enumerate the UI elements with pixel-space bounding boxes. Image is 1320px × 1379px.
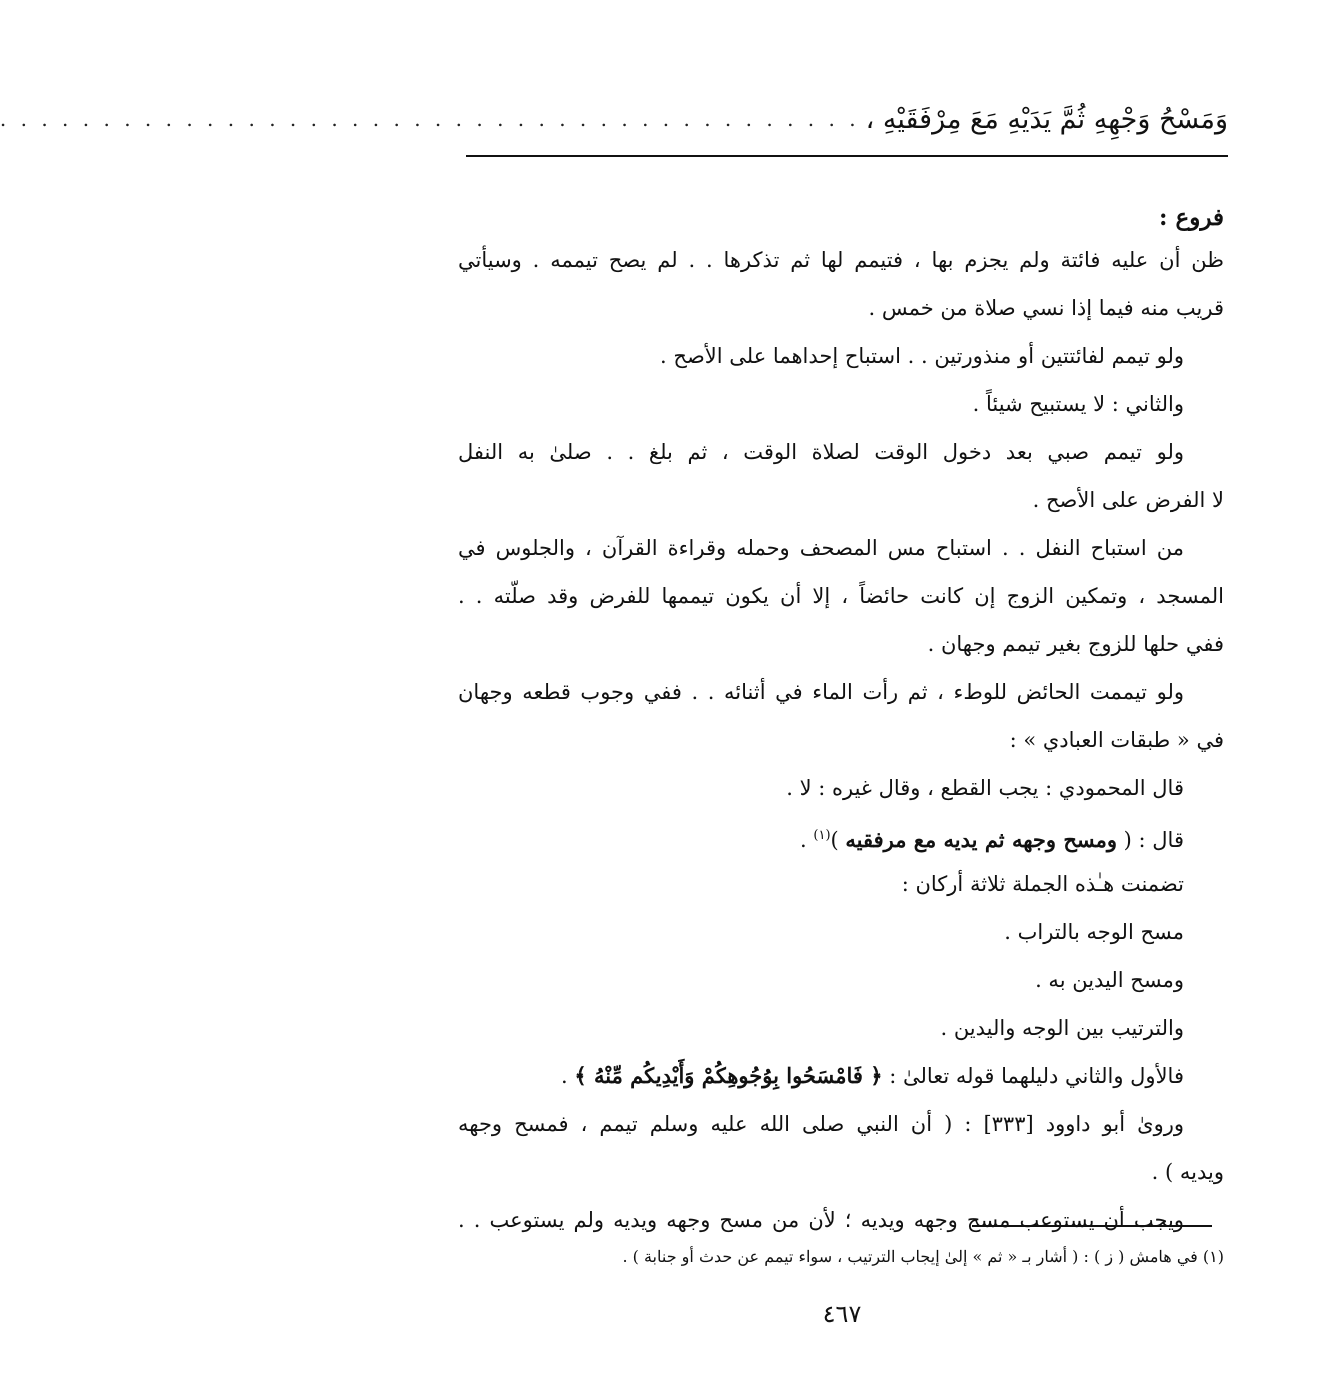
text-line: مسح الوجه بالتراب . — [1004, 920, 1184, 944]
text-line: من استباح النفل . . استباح مس المصحف وحمله وقراءة القرآن ، والجلوس في — [458, 536, 1184, 560]
footnote-number: (١) — [1202, 1247, 1224, 1266]
text-line: والترتيب بين الوجه واليدين . — [940, 1016, 1184, 1040]
footnote — [458, 1244, 1224, 1270]
quote-end: . — [800, 828, 814, 852]
verse-end: . — [561, 1064, 575, 1088]
header-dot-leader: . . . . . . . . . . . . . . . . . . . . . . . . . . . . . . . . . . . . . . . . . . — [0, 107, 860, 131]
header-rule — [466, 155, 1228, 157]
text-line: قال المحمودي : يجب القطع ، وقال غيره : لا . — [786, 776, 1184, 800]
footnote-text: في هامش ( ز ) : ( أشار بـ « ثم » إلىٰ إيجاب الترتيب ، سواء تيمم عن حدث أو جنابة ) . — [622, 1247, 1198, 1266]
text-line: ولو تيمم صبي بعد دخول الوقت لصلاة الوقت ، ثم بلغ . . صلىٰ به النفل — [458, 440, 1184, 464]
text-line: ففي حلها للزوج بغير تيمم وجهان . — [927, 632, 1224, 656]
quote-lead: قال : ( — [1117, 828, 1184, 852]
running-header — [0, 96, 1228, 142]
matn-quote: ومسح وجهه ثم يديه مع مرفقيه — [845, 827, 1117, 852]
text-line: لا الفرض على الأصح . — [1032, 488, 1224, 512]
section-heading: فروع : — [1158, 204, 1224, 231]
text-line: ظن أن عليه فائتة ولم يجزم بها ، فتيمم لها ثم تذكرها . . لم يصح تيممه . وسيأتي — [458, 248, 1224, 272]
main-text — [458, 200, 1224, 1244]
quran-verse-line — [458, 1052, 1224, 1100]
verse-lead: فالأول والثاني دليلهما قوله تعالىٰ : — [882, 1064, 1184, 1088]
text-line: ومسح اليدين به . — [1035, 968, 1184, 992]
text-line: ولو تيمم لفائتتين أو منذورتين . . استباح إحداهما على الأصح . — [660, 344, 1184, 368]
text-line: قريب منه فيما إذا نسي صلاة من خمس . — [868, 296, 1224, 320]
matn-quote-line — [458, 812, 1224, 860]
text-line: ويجب أن يستوعب مسح وجهه ويديه ؛ لأن من مسح وجهه ويديه ولم يستوعب . . — [458, 1208, 1184, 1232]
footnote-separator — [972, 1225, 1212, 1227]
text-line: ويديه ) . — [1151, 1160, 1224, 1184]
text-line: ولو تيممت الحائض للوطء ، ثم رأت الماء في أثنائه . . ففي وجوب قطعه وجهان — [458, 680, 1184, 704]
footnote-reference: (١) — [813, 828, 831, 843]
quote-close: ) — [830, 828, 846, 852]
text-line: تضمنت هـٰذه الجملة ثلاثة أركان : — [901, 872, 1184, 896]
text-line: المسجد ، وتمكين الزوج إن كانت حائضاً ، إلا أن يكون تيممها للفرض وقد صلّته . . — [458, 584, 1224, 608]
page-number: ٤٦٧ — [822, 1300, 862, 1328]
text-line: والثاني : لا يستبيح شيئاً . — [972, 392, 1184, 416]
header-text: وَمَسْحُ وَجْهِهِ ثُمَّ يَدَيْهِ مَعَ مِرْفَقَيْهِ ، — [865, 103, 1228, 135]
text-line: ورویٰ أبو داوود [٣٣٣] : ( أن النبي صلى الله عليه وسلم تيمم ، فمسح وجهه — [458, 1112, 1184, 1136]
text-line: في « طبقات العبادي » : — [1009, 728, 1224, 752]
quran-verse: ﴿ فَامْسَحُوا بِوُجُوهِكُمْ وَأَيْدِيكُم مِّنْهُ ﴾ — [574, 1063, 883, 1088]
